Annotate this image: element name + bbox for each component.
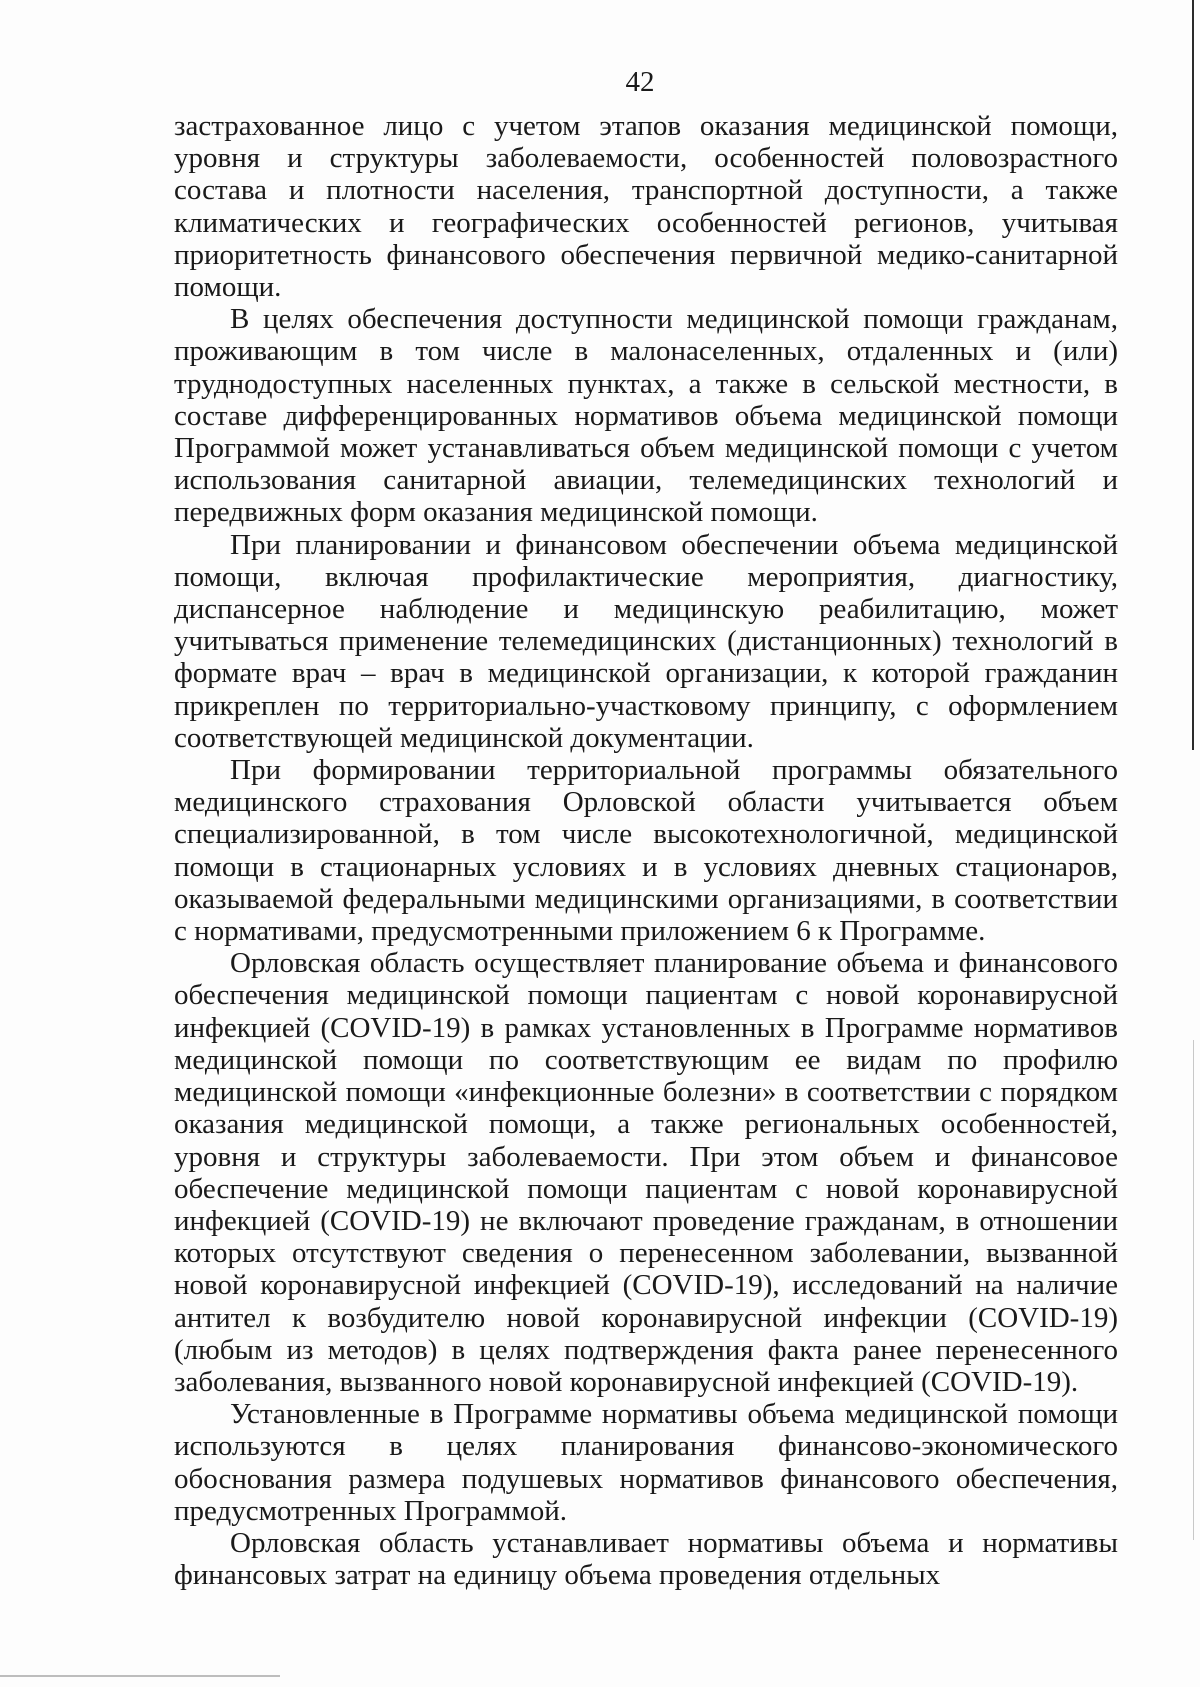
paragraph-7: Орловская область устанавливает нормативы объема и нормативы финансовых затрат на единицу объема проведения отдельных	[174, 1526, 1118, 1592]
scan-edge-line-lower	[1193, 1040, 1194, 1540]
paragraph-2: В целях обеспечения доступности медицинской помощи гражданам, проживающим в том числе в малонаселенных, отдаленных и (или) труднодоступных населенных пунктах, а также в сельской местности, в составе дифференцированных нормативов объема медицинской помощи Программой может устанавливаться объем медицинской помощи с учетом использования санитарной авиации, телемедицинских технологий и передвижных форм оказания медицинской помощи.	[174, 303, 1118, 529]
paragraph-6: Установленные в Программе нормативы объема медицинской помощи используются в целях планирования финансово-экономического обоснования размера подушевых нормативов финансового обеспечения, предусмотренных Программой.	[174, 1398, 1118, 1527]
paragraph-1: застрахованное лицо с учетом этапов оказания медицинской помощи, уровня и структуры заболеваемости, особенностей половозрастного состава и плотности населения, транспортной доступности, а также климатических и географических особенностей регионов, учитывая приоритетность финансового обеспечения первичной медико-санитарной помощи.	[174, 110, 1118, 304]
scan-bottom-line	[0, 1675, 280, 1677]
paragraph-3: При планировании и финансовом обеспечении объема медицинской помощи, включая профилактические мероприятия, диагностику, диспансерное наблюдение и медицинскую реабилитацию, может учитываться применение телемедицинских (дистанционных) технологий в формате врач – врач в медицинской организации, к которой гражданин прикреплен по территориально-участковому принципу, с оформлением соответствующей медицинской документации.	[174, 528, 1118, 754]
page-number: 42	[625, 66, 655, 98]
paragraph-5: Орловская область осуществляет планирование объема и финансового обеспечения медицинской помощи пациентам с новой коронавирусной инфекцией (COVID-19) в рамках установленных в Программе нормативов медицинской помощи по соответствующим ее видам по профилю медицинской помощи «инфекционные болезни» в соответствии с порядком оказания медицинской помощи, а также региональных особенностей, уровня и структуры заболеваемости. При этом объем и финансовое обеспечение медицинской помощи пациентам с новой коронавирусной инфекцией (COVID-19) не включают проведение гражданам, в отношении которых отсутствуют сведения о перенесенном заболевании, вызванной новой коронавирусной инфекцией (COVID-19), исследований на наличие антител к возбудителю новой коронавирусной инфекции (COVID-19) (любым из методов) в целях подтверждения факта ранее перенесенного заболевания, вызванного новой коронавирусной инфекцией (COVID-19).	[174, 947, 1118, 1398]
paragraph-4: При формировании территориальной программы обязательного медицинского страхования Орловской области учитывается объем специализированной, в том числе высокотехнологичной, медицинской помощи в стационарных условиях и в условиях дневных стационаров, оказываемой федеральными медицинскими организациями, в соответствии с нормативами, предусмотренными приложением 6 к Программе.	[174, 754, 1118, 948]
scan-edge-line	[1192, 0, 1194, 750]
body-text	[174, 110, 1118, 1591]
